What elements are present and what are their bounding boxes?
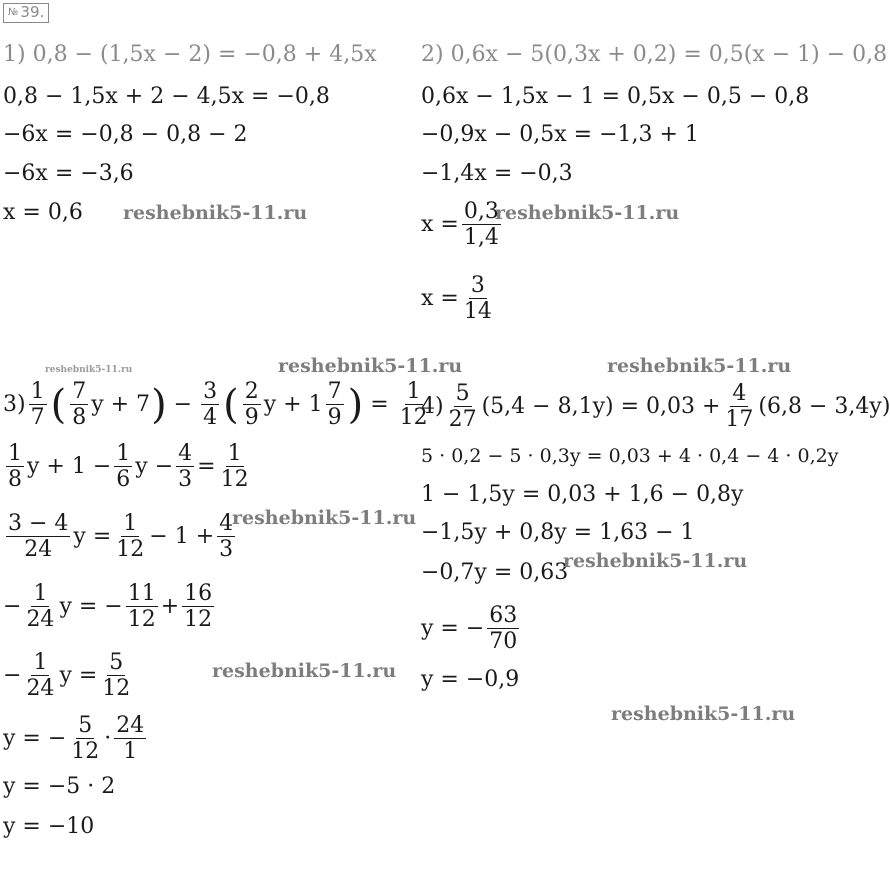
watermark: reshebnik5-11.ru — [45, 365, 133, 375]
p4-answer: y = −0,9 — [421, 667, 520, 692]
fraction — [100, 651, 132, 700]
numerator: 2 — [244, 379, 259, 404]
p3-line-1 — [3, 442, 254, 491]
term: + — [160, 593, 180, 619]
denominator: 12 — [127, 607, 156, 633]
watermark: reshebnik5-11.ru — [495, 202, 680, 224]
term: y + 1 − — [27, 453, 112, 479]
term: (5,4 − 8,1y) = 0,03 + — [481, 393, 721, 419]
numerator: 5 — [455, 381, 470, 406]
fraction — [24, 582, 56, 631]
numerator: 1 — [30, 379, 45, 404]
denominator: 17 — [725, 407, 754, 433]
p1-title: 1) 0,8 − (1,5x − 2) = −0,8 + 4,5x — [3, 42, 377, 67]
p3-line-3 — [3, 582, 217, 631]
numerator: 5 — [109, 650, 124, 675]
p2-answer — [421, 274, 497, 323]
fraction — [182, 582, 214, 631]
p4-line-4: −0,7y = 0,63 — [421, 560, 569, 585]
term: − — [3, 662, 22, 688]
denominator: 7 — [30, 405, 45, 431]
denominator: 12 — [102, 676, 131, 702]
term: · — [104, 725, 112, 751]
denominator: 6 — [116, 467, 131, 493]
p1-line-2: −6x = −0,8 − 0,8 − 2 — [3, 122, 248, 147]
p3-title-term: y + 7 — [91, 391, 151, 417]
fraction — [114, 512, 146, 561]
denominator: 14 — [463, 299, 492, 325]
fraction — [723, 382, 755, 431]
numerator: 1 — [116, 441, 131, 466]
numerator: 1 — [8, 441, 22, 466]
p4-line-3: −1,5y + 0,8y = 1,63 − 1 — [421, 520, 695, 545]
left-paren: ( — [50, 381, 67, 428]
fraction — [24, 651, 56, 700]
numerator: 11 — [127, 581, 156, 606]
numerator: 0,3 — [463, 199, 499, 224]
numerator: 3 — [470, 273, 485, 298]
numerator: 1 — [227, 441, 242, 466]
p2-line-2: −0,9x − 0,5x = −1,3 + 1 — [421, 122, 699, 147]
fraction — [6, 442, 24, 491]
denominator: 9 — [327, 405, 342, 431]
term: y = — [73, 523, 112, 549]
fraction — [6, 512, 70, 561]
p1-line-3: −6x = −3,6 — [3, 161, 134, 186]
denominator: 9 — [244, 405, 259, 431]
term: y = − — [421, 615, 485, 641]
p2-line-3: −1,4x = −0,3 — [421, 161, 573, 186]
fraction — [326, 380, 344, 429]
p4-title — [421, 382, 890, 431]
p3-title-term: y + 1 — [263, 391, 323, 417]
numerator: 63 — [489, 603, 518, 628]
watermark: reshebnik5-11.ru — [123, 202, 308, 224]
numerator: 7 — [327, 379, 342, 404]
denominator: 8 — [72, 405, 87, 431]
watermark: reshebnik5-11.ru — [563, 550, 748, 572]
fraction — [69, 714, 101, 763]
denominator: 12 — [184, 607, 213, 633]
numerator: 4 — [178, 441, 193, 466]
numerator: 1 — [123, 511, 138, 536]
denominator: 12 — [220, 467, 249, 493]
denominator: 12 — [71, 739, 100, 765]
p2-title: 2) 0,6x − 5(0,3x + 0,2) = 0,5(x − 1) − 0,8 — [421, 42, 888, 67]
left-paren: ( — [223, 381, 239, 428]
denominator: 70 — [489, 629, 518, 655]
minus-sign: − — [173, 391, 193, 417]
p3-line-2 — [3, 512, 238, 561]
denominator: 12 — [399, 405, 428, 431]
fraction — [29, 380, 47, 429]
watermark: reshebnik5-11.ru — [607, 355, 792, 377]
number-sign: № — [8, 7, 19, 18]
denominator: 3 — [219, 537, 234, 563]
p4-line-2: 1 − 1,5y = 0,03 + 1,6 − 0,8y — [421, 482, 744, 507]
fraction — [487, 604, 519, 653]
p2-answer-lhs: x = — [421, 285, 459, 311]
numerator: 3 − 4 — [8, 511, 69, 536]
p1-answer: x = 0,6 — [3, 200, 83, 225]
fraction — [114, 442, 132, 491]
term: y = − — [59, 593, 123, 619]
denominator: 24 — [26, 676, 55, 702]
denominator: 3 — [178, 467, 193, 493]
fraction — [201, 380, 219, 429]
p2-line-4 — [421, 200, 504, 249]
p3-line-5 — [3, 714, 149, 763]
p1-line-1: 0,8 − 1,5x + 2 − 4,5x = −0,8 — [3, 84, 330, 109]
p4-line-5 — [421, 604, 522, 653]
problem-number-badge — [3, 3, 49, 23]
fraction — [219, 442, 251, 491]
fraction — [176, 442, 194, 491]
denominator: 27 — [448, 407, 477, 433]
denominator: 8 — [8, 467, 22, 493]
term: y − — [135, 453, 174, 479]
p2-line-4-lhs: x = — [421, 211, 459, 237]
numerator: 1 — [406, 379, 421, 404]
fraction — [447, 382, 479, 431]
denominator: 1 — [123, 739, 138, 765]
p3-line-6: y = −5 · 2 — [3, 774, 116, 799]
numerator: 4 — [732, 381, 747, 406]
denominator: 12 — [116, 537, 145, 563]
fraction — [243, 380, 261, 429]
denominator: 4 — [203, 405, 218, 431]
p2-line-1: 0,6x − 1,5x − 1 = 0,5x − 0,5 − 0,8 — [421, 84, 810, 109]
fraction — [462, 274, 494, 323]
problem-number: 39. — [20, 3, 45, 21]
p3-label: 3) — [3, 391, 26, 417]
p4-label: 4) — [421, 393, 444, 419]
term: − — [3, 593, 22, 619]
p4-line-1: 5 · 0,2 − 5 · 0,3y = 0,03 + 4 · 0,4 − 4 · 0,2y — [421, 445, 839, 467]
fraction — [126, 582, 158, 631]
fraction — [70, 380, 88, 429]
watermark: reshebnik5-11.ru — [611, 703, 796, 725]
numerator: 4 — [219, 511, 234, 536]
denominator: 1,4 — [463, 225, 499, 251]
term: = — [197, 453, 216, 479]
term: (6,8 − 3,4y) — [758, 393, 890, 419]
numerator: 3 — [203, 379, 218, 404]
numerator: 7 — [72, 379, 87, 404]
term: − 1 + — [149, 523, 215, 549]
p3-line-4 — [3, 651, 135, 700]
right-paren: ) — [151, 381, 167, 428]
numerator: 24 — [116, 713, 145, 738]
p3-answer: y = −10 — [3, 814, 95, 839]
right-paren: ) — [347, 381, 364, 428]
watermark: reshebnik5-11.ru — [212, 660, 397, 682]
denominator: 24 — [26, 607, 55, 633]
numerator: 5 — [78, 713, 93, 738]
watermark: reshebnik5-11.ru — [232, 507, 417, 529]
term: y = — [59, 662, 98, 688]
numerator: 1 — [33, 650, 48, 675]
equals-sign: = — [370, 391, 389, 417]
p3-title — [3, 380, 433, 429]
denominator: 24 — [24, 537, 53, 563]
fraction — [114, 714, 146, 763]
watermark: reshebnik5-11.ru — [278, 355, 463, 377]
numerator: 1 — [33, 581, 48, 606]
term: y = − — [3, 725, 67, 751]
numerator: 16 — [184, 581, 213, 606]
